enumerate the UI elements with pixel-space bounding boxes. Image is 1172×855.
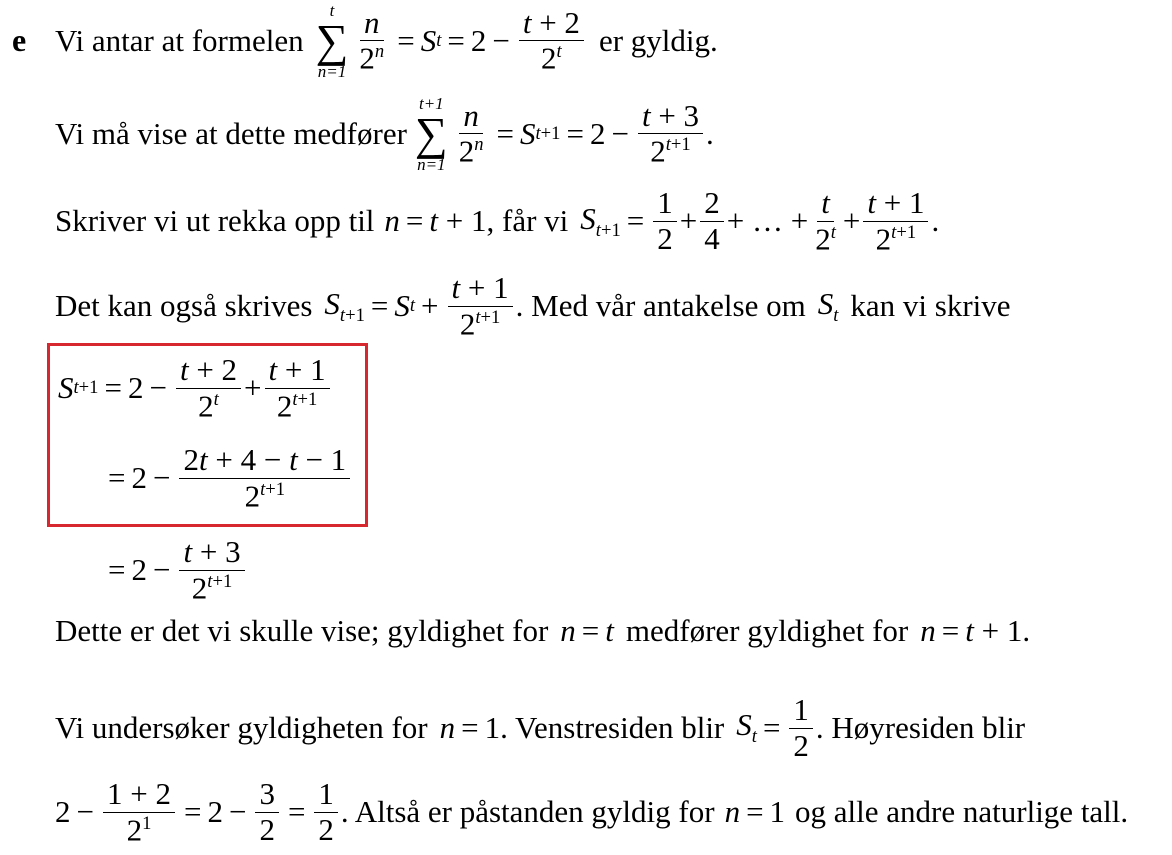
text: Det kan også skrives [55, 288, 313, 324]
line-conclusion: Dette er det vi skulle vise; gyldighet for n = t medfører gyldighet for n = t + 1 . [55, 613, 1031, 648]
text: . [706, 115, 714, 151]
line-base-case: Vi undersøker gyldigheten for n = 1 . Venstresiden blir $S_t$ = $\frac{1}{2}$ . Høyresiden blir [55, 692, 1026, 763]
part-label: e [12, 22, 27, 58]
line-series: Skriver vi ut rekka opp til n = t + 1 , får vi $S_{t+1}$ = $\frac{1}{2}$ + $\frac{2}{4}$ + … + $\frac{t}{2^t}$ + $\frac{t + 1}{2^{t+1}}$ . [55, 185, 940, 256]
step-3: = 2 − $\frac{t + 3}{2^{t+1}}$ [108, 536, 248, 604]
text: Vi må vise at dette medfører [55, 115, 407, 151]
text: . Med vår antakelse om [515, 288, 806, 324]
text: . [1022, 613, 1031, 648]
text: Vi undersøker gyldigheten for [55, 710, 428, 746]
text: kan vi skrive [850, 288, 1011, 324]
line-to-show: Vi må vise at dette medfører t+1 ∑ n=1 $\frac{n}{2^n}$ = S t+1 = 2 − $\frac{t + 3}{2^{t+1}}$ . [55, 94, 714, 174]
line-assumption: Vi antar at formelen t ∑ n=1 $\frac{n}{2^n}$ = S t = 2 − $\frac{t + 2}{2^t}$ er gyldig. [55, 1, 718, 81]
line-rewrite: Det kan også skrives $S_{t+1}$ = S t + $\frac{t + 1}{2^{t+1}}$ . Med vår antakelse om $S_t$ kan vi skrive [55, 270, 1011, 341]
text: medfører gyldighet for [625, 613, 909, 648]
text: . Høyresiden blir [815, 710, 1026, 746]
text: , får vi [486, 203, 569, 239]
text: . [931, 203, 940, 239]
step-1: S t+1 = 2 − $\frac{t + 2}{2^t}$ + $\frac{t + 1}{2^{t+1}}$ [58, 354, 333, 422]
sum-symbol: t+1 ∑ n=1 [414, 94, 448, 174]
text: . Altså er påstanden gyldig for [340, 794, 715, 830]
text: . Venstresiden blir [500, 710, 725, 746]
text: og alle andre naturlige tall. [795, 794, 1129, 830]
step-2: = 2 − $\frac{2t + 4 - t - 1}{2^{t+1}}$ [108, 444, 353, 512]
text: er gyldig. [598, 22, 718, 58]
sum-symbol: t ∑ n=1 [315, 1, 349, 81]
text: Vi antar at formelen [55, 22, 304, 58]
line-final: 2 − $\frac{1 + 2}{2^1}$ = 2 − $\frac{3}{2}$ = $\frac{1}{2}$ . Altså er påstanden gyldig for n = 1 og alle andre naturlige tall. [55, 776, 1129, 847]
text: Skriver vi ut rekka opp til [55, 203, 375, 239]
text: Dette er det vi skulle vise; gyldighet for [55, 613, 549, 648]
